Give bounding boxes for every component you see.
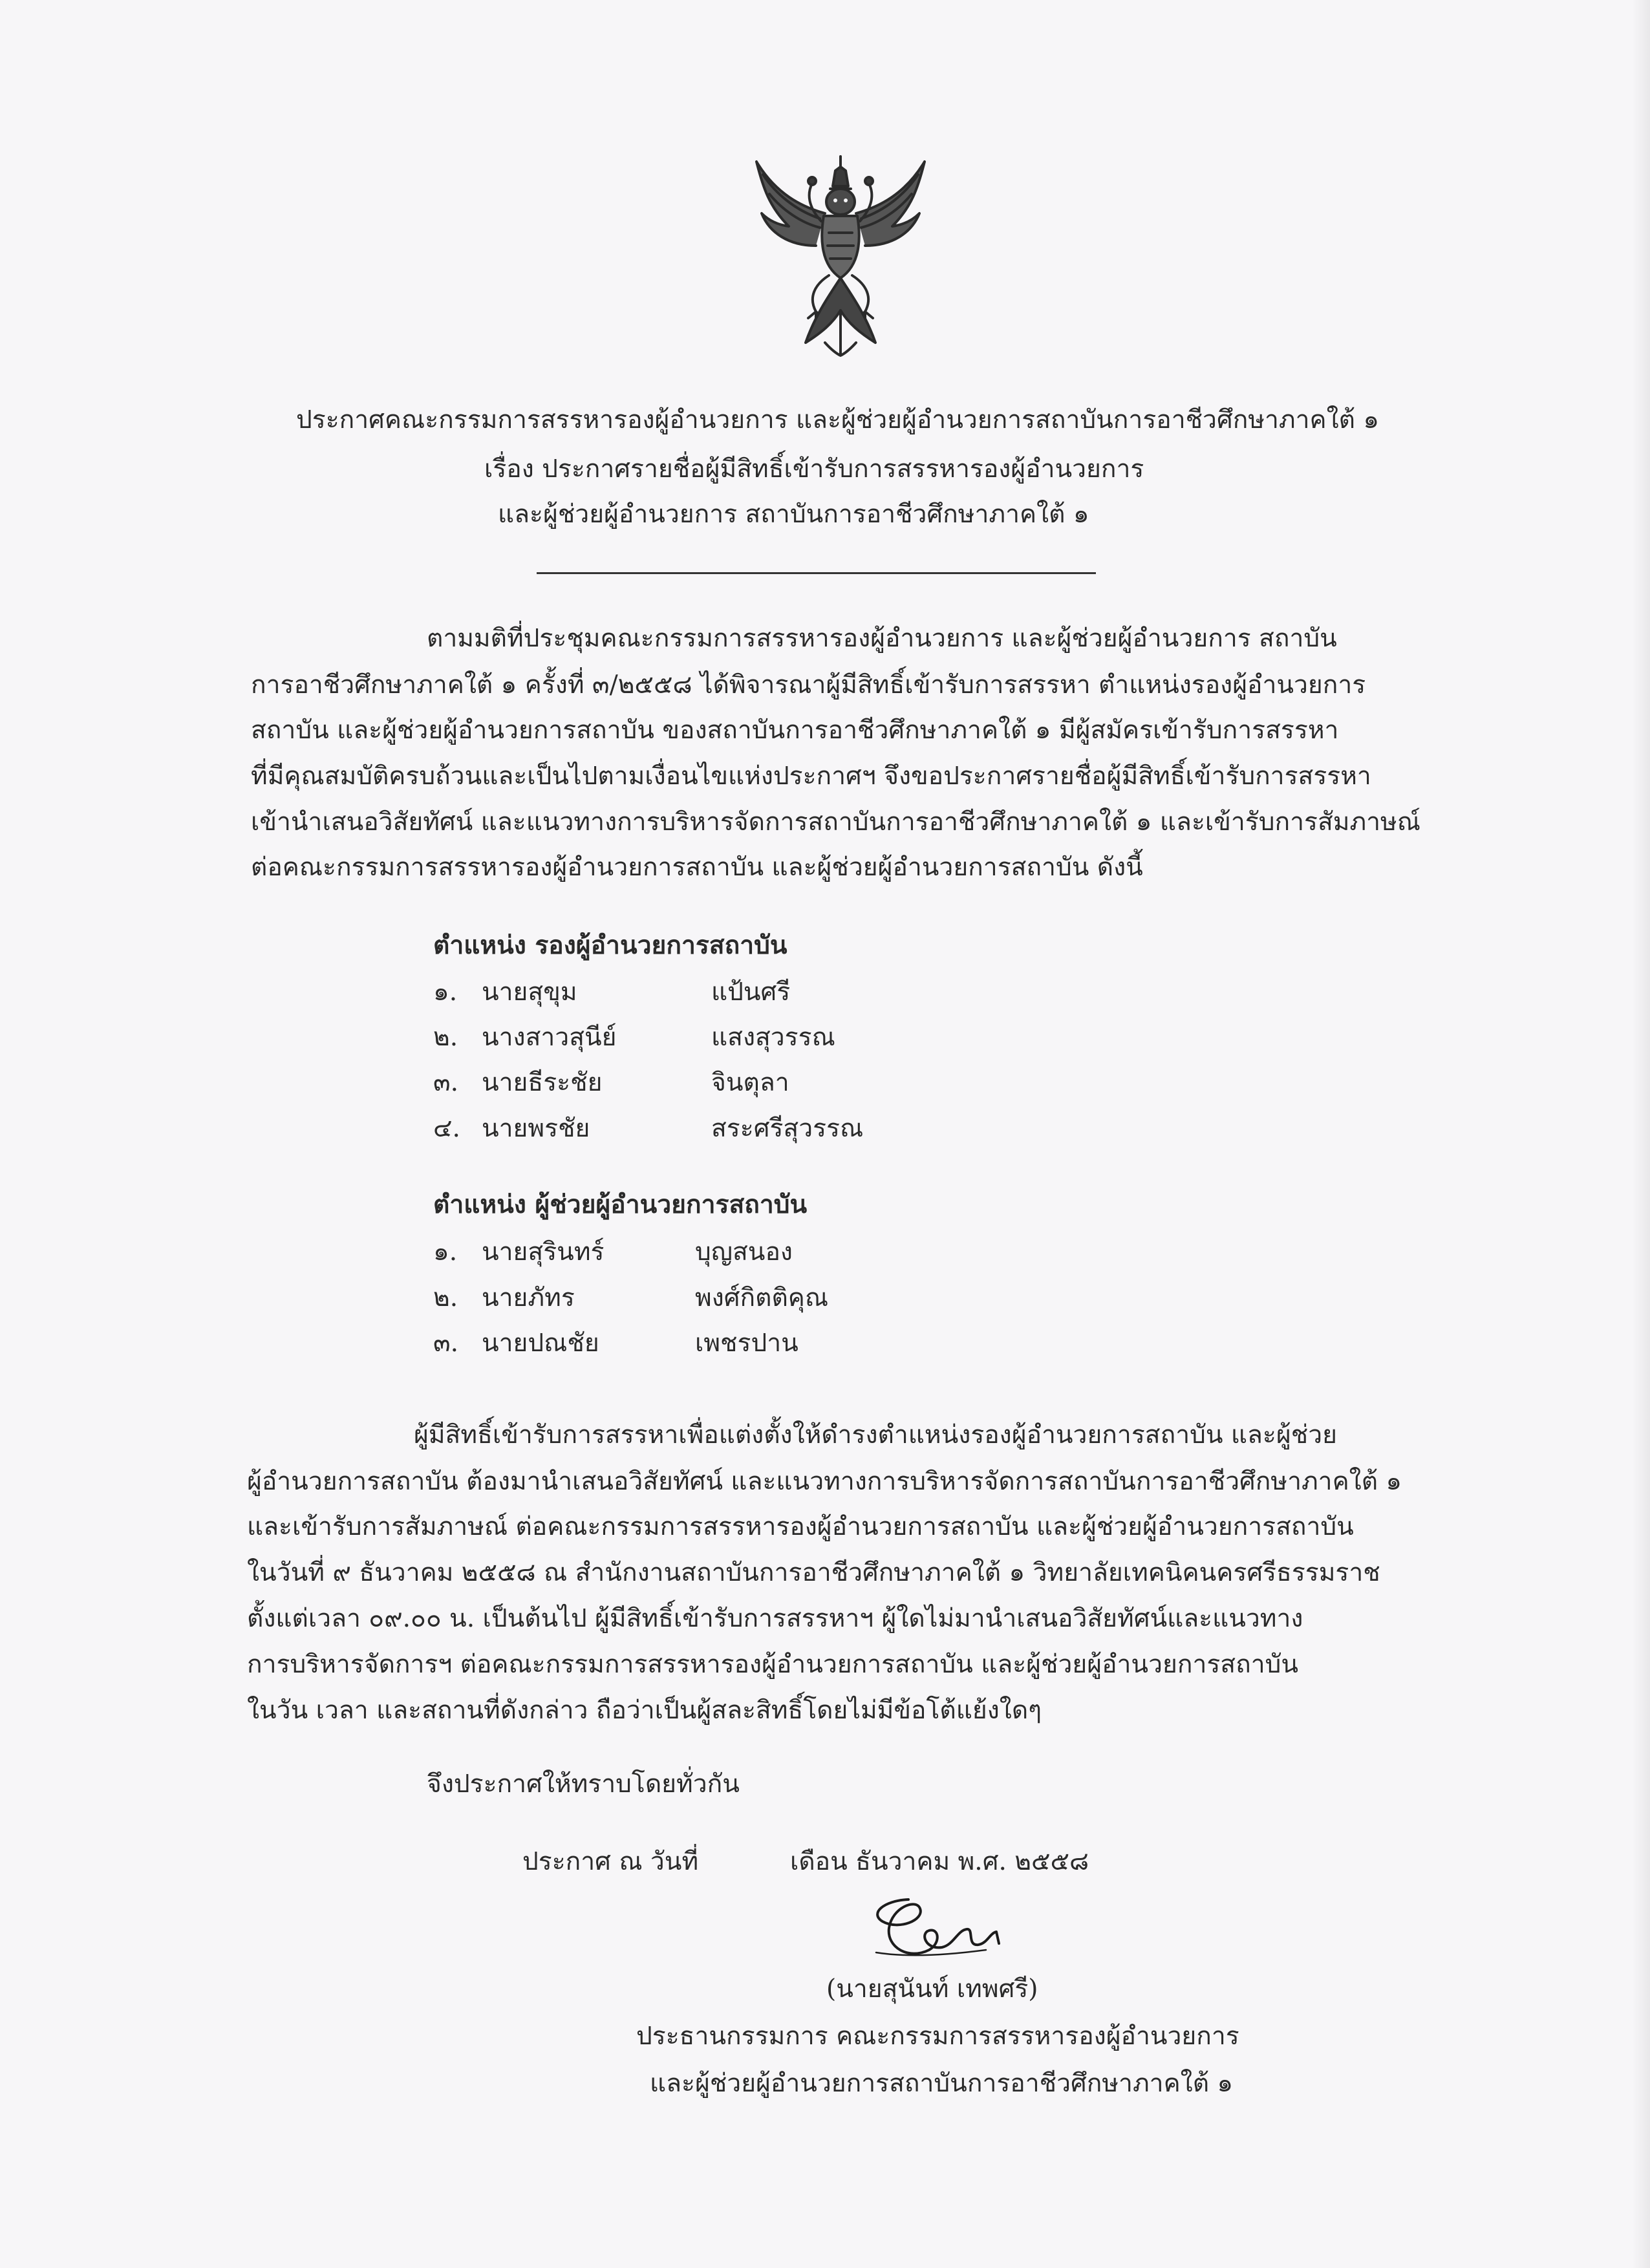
intro-line: ตามมติที่ประชุมคณะกรรมการสรรหารองผู้อำนวยการ และผู้ช่วยผู้อำนวยการ สถาบัน: [427, 624, 1337, 653]
list-item-number: ๓.: [433, 1329, 459, 1358]
handwritten-signature: [863, 1888, 1012, 1965]
list-item-last-name: บุญสนอง: [695, 1237, 793, 1267]
signer-title-cont: และผู้ช่วยผู้อำนวยการสถาบันการอาชีวศึกษาภาคใต้ ๑: [650, 2069, 1234, 2098]
list-item-first-name: นายภัทร: [482, 1283, 575, 1312]
date-month-year: เดือน ธันวาคม พ.ศ. ๒๕๕๘: [790, 1847, 1089, 1876]
list-item-last-name: แสงสุวรรณ: [711, 1023, 835, 1052]
intro-line: เข้านำเสนอวิสัยทัศน์ และแนวทางการบริหารจัดการสถาบันการอาชีวศึกษาภาคใต้ ๑ และเข้ารับการสัมภาษณ์: [251, 808, 1420, 837]
announcement-subject-cont: และผู้ช่วยผู้อำนวยการ สถาบันการอาชีวศึกษาภาคใต้ ๑: [498, 500, 1089, 529]
body-line: ตั้งแต่เวลา ๐๙.๐๐ น. เป็นต้นไป ผู้มีสิทธิ์เข้ารับการสรรหาฯ ผู้ใดไม่มานำเสนอวิสัยทัศน์และแนวทาง: [247, 1604, 1303, 1633]
garuda-emblem-icon: [744, 149, 938, 362]
list-item-number: ๑.: [433, 1237, 458, 1267]
list-item-number: ๑.: [433, 978, 458, 1007]
list-item-first-name: นายสุขุม: [482, 978, 577, 1007]
list-item-number: ๔.: [433, 1114, 460, 1143]
date-prefix: ประกาศ ณ วันที่: [522, 1847, 699, 1876]
body-line: การบริหารจัดการฯ ต่อคณะกรรมการสรรหารองผู้อำนวยการสถาบัน และผู้ช่วยผู้อำนวยการสถาบัน: [247, 1650, 1299, 1679]
signer-title: ประธานกรรมการ คณะกรรมการสรรหารองผู้อำนวยการ: [636, 2022, 1239, 2051]
page-edge-shadow: [1632, 0, 1650, 2268]
list-item-number: ๒.: [433, 1023, 458, 1052]
list-item-last-name: พงศ์กิตติคุณ: [695, 1283, 829, 1312]
list-item-last-name: จินตุลา: [711, 1068, 789, 1097]
header-divider: [537, 572, 1096, 574]
announcement-title: ประกาศคณะกรรมการสรรหารองผู้อำนวยการ และผู้ช่วยผู้อำนวยการสถาบันการอาชีวศึกษาภาคใต้ ๑: [296, 405, 1380, 434]
signer-name: (นายสุนันท์ เทพศรี): [826, 1974, 1038, 2004]
intro-line: ที่มีคุณสมบัติครบถ้วนและเป็นไปตามเงื่อนไขแห่งประกาศฯ จึงขอประกาศรายชื่อผู้มีสิทธิ์เข้ารับการสรรหา: [251, 762, 1371, 791]
intro-line: การอาชีวศึกษาภาคใต้ ๑ ครั้งที่ ๓/๒๕๕๘ ได้พิจารณาผู้มีสิทธิ์เข้ารับการสรรหา ตำแหน่งรองผู้อำนวยการ: [251, 670, 1366, 700]
list-item-last-name: แป้นศรี: [711, 978, 791, 1007]
list-item-first-name: นายพรชัย: [482, 1114, 590, 1143]
list-item-number: ๒.: [433, 1283, 458, 1312]
intro-line: ต่อคณะกรรมการสรรหารองผู้อำนวยการสถาบัน และผู้ช่วยผู้อำนวยการสถาบัน ดังนี้: [251, 853, 1143, 882]
body-line: ผู้มีสิทธิ์เข้ารับการสรรหาเพื่อแต่งตั้งให้ดำรงตำแหน่งรองผู้อำนวยการสถาบัน และผู้ช่วย: [414, 1420, 1337, 1450]
intro-line: สถาบัน และผู้ช่วยผู้อำนวยการสถาบัน ของสถาบันการอาชีวศึกษาภาคใต้ ๑ มีผู้สมัครเข้ารับการสรรหา: [251, 716, 1339, 745]
body-line: ผู้อำนวยการสถาบัน ต้องมานำเสนอวิสัยทัศน์ และแนวทางการบริหารจัดการสถาบันการอาชีวศึกษาภาคใต้ ๑: [247, 1467, 1402, 1496]
body-line: และเข้ารับการสัมภาษณ์ ต่อคณะกรรมการสรรหารองผู้อำนวยการสถาบัน และผู้ช่วยผู้อำนวยการสถาบัน: [247, 1512, 1354, 1541]
list-item-first-name: นายปณชัย: [482, 1329, 599, 1358]
body-line: ในวัน เวลา และสถานที่ดังกล่าว ถือว่าเป็นผู้สละสิทธิ์โดยไม่มีข้อโต้แย้งใดๆ: [247, 1696, 1042, 1725]
list-item-number: ๓.: [433, 1068, 459, 1097]
announcement-subject: เรื่อง ประกาศรายชื่อผู้มีสิทธิ์เข้ารับการสรรหารองผู้อำนวยการ: [484, 455, 1144, 484]
body-line: ในวันที่ ๙ ธันวาคม ๒๕๕๘ ณ สำนักงานสถาบันการอาชีวศึกษาภาคใต้ ๑ วิทยาลัยเทคนิคนครศรีธรรมราช: [247, 1558, 1380, 1587]
list-item-first-name: นายธีระชัย: [482, 1068, 603, 1097]
section-heading-deputy-director: ตำแหน่ง รองผู้อำนวยการสถาบัน: [433, 930, 788, 960]
list-item-last-name: สระศรีสุวรรณ: [711, 1114, 864, 1143]
closing-statement: จึงประกาศให้ทราบโดยทั่วกัน: [427, 1770, 740, 1799]
list-item-first-name: นายสุรินทร์: [482, 1237, 605, 1267]
list-item-first-name: นางสาวสุนีย์: [482, 1023, 617, 1052]
list-item-last-name: เพชรปาน: [695, 1329, 798, 1358]
section-heading-assistant-director: ตำแหน่ง ผู้ช่วยผู้อำนวยการสถาบัน: [433, 1190, 808, 1219]
